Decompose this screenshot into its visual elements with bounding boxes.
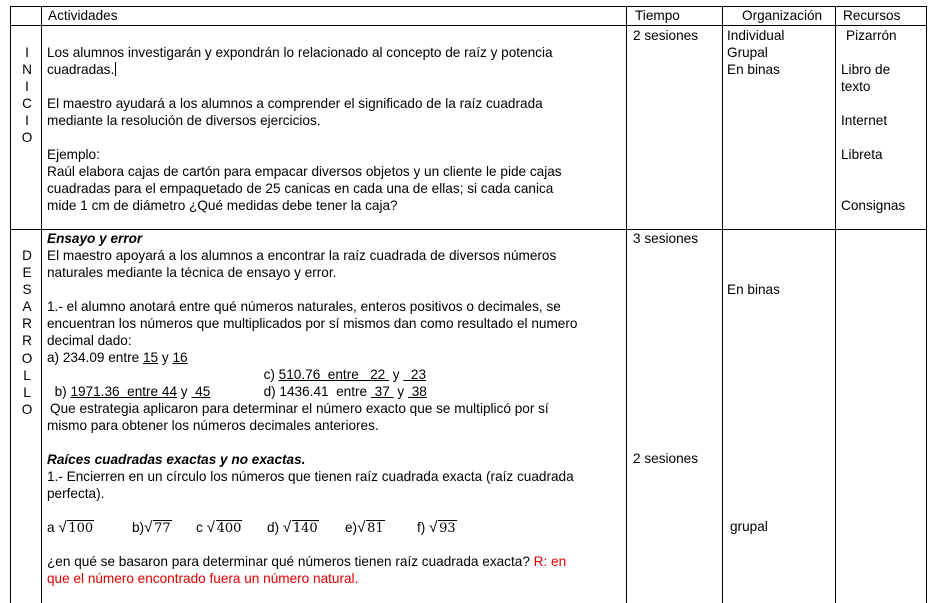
sqrt-93: √ 93 xyxy=(429,519,456,536)
raices-line2: perfecta). xyxy=(47,486,105,501)
act1-line1: 1.- el alumno anotará entre qué números naturales, enteros positivos o decimales, se xyxy=(47,299,561,314)
question-line2: mismo para obtener los números decimales anteriores. xyxy=(47,418,379,433)
col-divider-organizacion xyxy=(722,6,723,603)
inicio-tiempo: 2 sesiones xyxy=(633,28,698,43)
root-b: b) √ 77 xyxy=(132,519,171,536)
final-question-line1: ¿en qué se basaron para determinar qué números tienen raíz cuadrada exacta? R: en xyxy=(47,554,567,569)
header-recursos: Recursos xyxy=(843,8,901,23)
col-divider-recursos xyxy=(835,6,836,603)
recurso-consignas: Consignas xyxy=(841,198,906,213)
act1-line3: decimal dado: xyxy=(47,333,132,348)
table-left-border xyxy=(10,6,11,603)
inicio-vertical-label: I N I C I O xyxy=(21,45,33,146)
table-right-border xyxy=(926,6,927,603)
recurso-pizarron: Pizarrón xyxy=(846,28,897,43)
sqrt-100: √ 100 xyxy=(58,519,94,536)
inicio-org-individual: Individual xyxy=(727,28,785,43)
header-row-bottom-border xyxy=(10,25,927,26)
col-divider-tiempo xyxy=(626,6,627,603)
question-line1: Que estrategia aplicaron para determinar el número exacto que se multiplicó por sí xyxy=(50,401,549,416)
inicio-p1-line1: Los alumnos investigarán y expondrán lo relacionado al concepto de raíz y potencia xyxy=(47,45,553,60)
desarrollo-tiempo-2: 2 sesiones xyxy=(633,451,698,466)
inicio-org-binas: En binas xyxy=(727,62,780,77)
sqrt-81: √ 81 xyxy=(357,519,384,536)
ensayo-line2: naturales mediante la técnica de ensayo y error. xyxy=(47,265,337,280)
ejercicio-d: d) 1436.41 entre 37 y 38 xyxy=(263,384,427,399)
root-e: e) √ 81 xyxy=(345,519,384,536)
inicio-org-grupal: Grupal xyxy=(727,45,768,60)
raices-line1: 1.- Encierren en un círculo los números que tienen raíz cuadrada exacta (raíz cuadrada xyxy=(47,469,574,484)
root-f: f) √ 93 xyxy=(417,519,456,536)
ejercicio-b: b) 1971.36 entre 44 y 45 xyxy=(54,384,211,399)
recurso-internet: Internet xyxy=(841,113,888,128)
inicio-example-line3: mide 1 cm de diámetro ¿Qué medidas debe tener la caja? xyxy=(47,198,398,213)
raices-title: Raíces cuadradas exactas y no exactas. xyxy=(47,452,306,467)
root-c: c √ 400 xyxy=(196,519,242,536)
recurso-libro-1: Libro de xyxy=(841,62,891,77)
desarrollo-org-binas: En binas xyxy=(727,282,780,297)
ensayo-title: Ensayo y error xyxy=(47,231,143,246)
inicio-p1-line2: cuadradas. xyxy=(47,62,115,77)
sqrt-140: √ 140 xyxy=(282,519,318,536)
header-actividades: Actividades xyxy=(48,8,118,23)
recurso-libro-2: texto xyxy=(841,79,871,94)
root-d: d) √ 140 xyxy=(267,519,318,536)
desarrollo-tiempo-1: 3 sesiones xyxy=(633,231,698,246)
inicio-example-line2: cuadradas para el empaquetado de 25 canicas en cada una de ellas; si cada canica xyxy=(47,181,554,196)
ejercicio-a: a) 234.09 entre 15 y 16 xyxy=(47,350,188,365)
root-a: a √ 100 xyxy=(47,519,94,536)
text-cursor xyxy=(115,62,116,76)
inicio-row-bottom-border xyxy=(10,229,927,230)
header-organizacion: Organización xyxy=(742,8,823,23)
inicio-example-line1: Raúl elabora cajas de cartón para empacar diversos objetos y un cliente le pide cajas xyxy=(47,164,562,179)
answer-red-1: R: en xyxy=(533,554,567,569)
desarrollo-vertical-label: D E S A R R O L L O xyxy=(21,248,33,417)
sqrt-400: √ 400 xyxy=(206,519,242,536)
act1-line2: encuentran los números que multiplicados por sí mismos dan como resultado el numero xyxy=(47,316,578,331)
inicio-p2-line1: El maestro ayudará a los alumnos a comprender el significado de la raíz cuadrada xyxy=(47,96,543,111)
inicio-p2-line2: mediante la resolución de diversos ejercicios. xyxy=(47,113,321,128)
recurso-libreta: Libreta xyxy=(841,147,883,162)
inicio-example-label: Ejemplo: xyxy=(47,147,100,162)
header-tiempo: Tiempo xyxy=(635,8,680,23)
sqrt-77: √ 77 xyxy=(144,519,171,536)
ejercicio-c: c) 510.76 entre 22 y 23 xyxy=(263,367,427,382)
desarrollo-org-grupal: grupal xyxy=(730,519,768,534)
ensayo-line1: El maestro apoyará a los alumnos a encontrar la raíz cuadrada de diversos números xyxy=(47,248,557,263)
answer-red-2: que el número encontrado fuera un número natural. xyxy=(47,571,359,586)
